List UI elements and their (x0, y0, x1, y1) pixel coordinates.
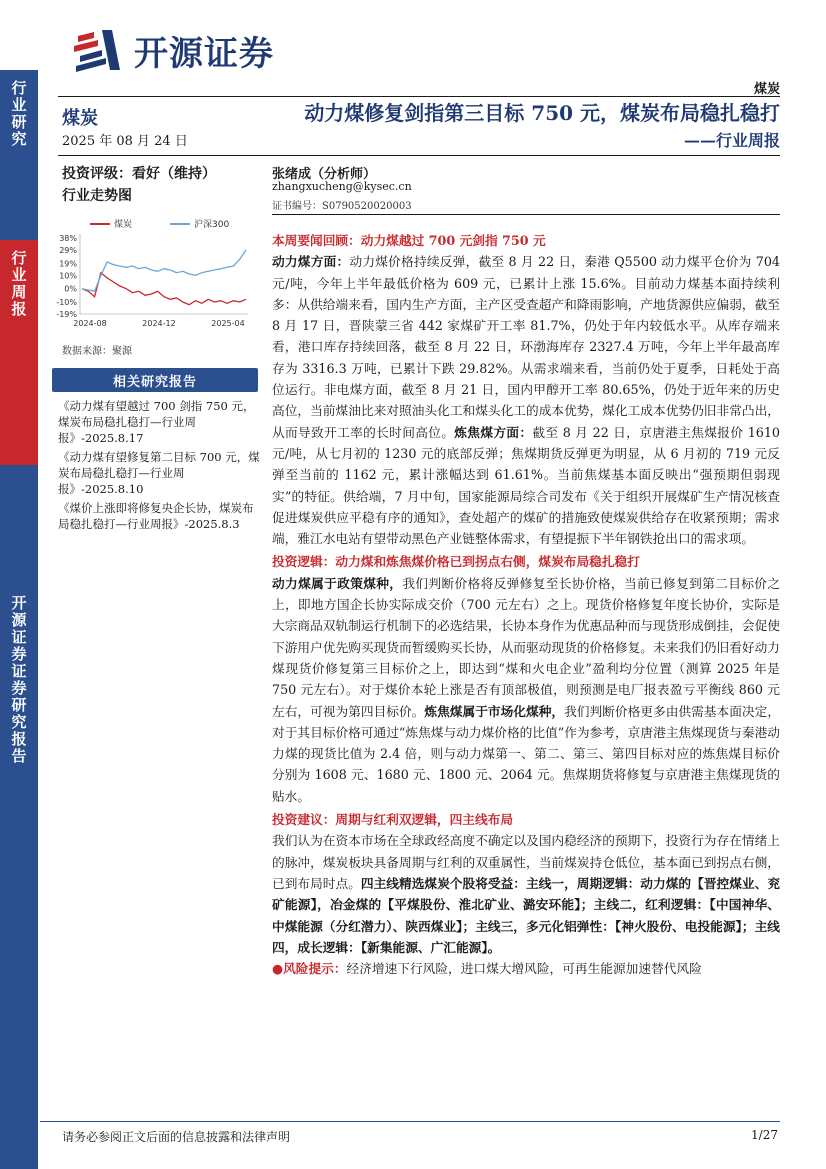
related-reports-heading: 相关研究报告 (52, 368, 258, 392)
section-title: 投资建议：周期与红利双逻辑，四主线布局 (272, 812, 514, 828)
y-tick-label: -19% (56, 310, 77, 319)
related-report-link[interactable]: 《动力煤有望修复第二目标 700 元，煤炭布局稳扎稳打—行业周报》-2025.8.10 (58, 450, 260, 496)
risk-text: 经济增速下行风险，进口煤大增风险，可再生能源加速替代风险 (346, 961, 702, 977)
related-reports-list (58, 398, 264, 535)
bullet-icon: ● (272, 961, 284, 977)
paragraph-text: 我们判断价格将反弹修复至长协价格，当前已修复到第二目标价之上，即地方国企长协实际成交价（700 元左右）之上。现货价格修复年度长协价，实际是大宗商品双轨制运行机制下的必选结果，长协本身作为优惠品种而与现货形成倒挂，会促使下游用户优先购买现货而暂缓购买长协，从而驱动现货的价格修复。未来我们仍旧看好动力煤现货价修复第三目标价之上，即达到“煤和火电企业”盈利均分位置（测算 2025 年是 750 元左右）。对于煤价本轮上涨是否有顶部极值，则预测是电厂报表盈亏平衡线 860 元左右，可视为第四目标价。 (272, 575, 781, 719)
series-line-csi300 (82, 250, 246, 291)
related-report-link[interactable]: 《煤价上涨即将修复央企长协，煤炭布局稳扎稳打—行业周报》-2025.8.3 (58, 501, 254, 531)
logo-mark-icon (72, 26, 126, 74)
x-tick-label: 2025-04 (211, 319, 245, 328)
analyst-cert: 证书编号：S0790520020003 (272, 201, 412, 212)
report-title: 动力煤修复剑指第三目标 750 元，煤炭布局稳扎稳打 (304, 101, 780, 125)
industry-trend-chart (50, 206, 255, 340)
x-tick-label: 2024-08 (73, 319, 107, 328)
analyst-divider (272, 214, 780, 215)
y-tick-label: 19% (59, 259, 77, 269)
trend-chart-title: 行业走势图 (62, 188, 132, 204)
y-tick-label: -10% (56, 298, 77, 307)
section-title: 本周要闻回顾：动力煤越过 700 元剑指 750 元 (272, 233, 546, 248)
sidebar-tag-research: 行业研究 (0, 70, 38, 240)
footer-disclaimer: 请务必参阅正文后面的信息披露和法律声明 (62, 1130, 291, 1144)
y-tick-label: 0% (64, 284, 77, 294)
y-tick-label: 38% (59, 234, 77, 243)
chart-source: 数据来源：聚源 (62, 346, 132, 357)
sidebar-tag-weekly: 行业周报 (0, 240, 38, 465)
paragraph-label: 动力煤方面： (272, 254, 350, 270)
legend-label: 沪深300 (194, 220, 230, 230)
series-line-coal (82, 273, 246, 305)
x-tick-label: 2024-12 (142, 319, 176, 328)
paragraph-text: 截至 8 月 22 日，京唐港主焦煤报价 1610 元/吨，从七月初的 1230 元的底部反弹；焦煤期货反弹更为明显，从 6 月初的 719 元反弹至当前的 1162 元，累计涨幅达到 61.61%。当前焦煤基本面反映出“强预期但弱现实”的特征。供给端，7 月中旬，国家能源局综合司发布《关于组织开展煤矿生产情况核查促进煤炭供应平稳有序的通知》，查处超产的煤矿的措施致使煤炭供给存在收紧预期；需求端，雅江水电站有望带动黑色产业链整体需求，有望提振下半年钢铁抢出口的需求项。 (272, 424, 781, 547)
analyst-email[interactable]: zhangxucheng@kysec.cn (272, 180, 412, 193)
paragraph-text: 我们认为在资本市场在全球政经高度不确定以及国内稳经济的预期下，投资行为存在情绪上的脉冲，煤炭板块具备周期与红利的双重属性，当前煤炭持仓低位，基本面已到拐点右侧，已到布局时点。 (272, 833, 780, 891)
section-title: 投资逻辑：动力煤和炼焦煤价格已到拐点右侧，煤炭布局稳扎稳打 (272, 554, 640, 570)
risk-note (272, 958, 780, 979)
sector-title: 煤炭 (62, 108, 98, 129)
paragraph-label: 炼焦煤属于市场化煤种， (424, 703, 565, 719)
report-subtitle: ——行业周报 (683, 131, 780, 150)
footer-divider (40, 1121, 780, 1122)
paragraph-label: 动力煤属于政策煤种， (272, 575, 403, 591)
sidebar-tag-report: 开源证券证券研究报告 (0, 465, 38, 1169)
y-tick-label: 29% (59, 246, 77, 255)
analyst-name: 张绪成（分析师） (272, 167, 377, 182)
related-report-link[interactable]: 《动力煤有望越过 700 剑指 750 元，煤炭布局稳扎稳打—行业周报》-2025.8.17 (58, 399, 255, 445)
report-body (272, 230, 780, 979)
paragraph (272, 573, 780, 807)
paragraph-label: 炼焦煤方面： (454, 424, 533, 440)
paragraph-text: 动力煤价格持续反弹，截至 8 月 22 日，秦港 Q5500 动力煤平仓价为 704 元/吨，今年上半年最低价格为 609 元，已累计上涨 15.6%。目前动力煤基本面持续利多：从供给端来看，国内生产方面，主产区受查超产和降雨影响，产地货源供应偏弱，截至 8 月 17 日，晋陕蒙三省 442 家煤矿开工率 81.7%，仍处于年内较低水平。从库存端来看，港口库存持续回落，截至 8 月 22 日，环渤海库存 2327.4 万吨，今年上半年最高库存为 3316.3 万吨，已累计下跌 29.82%。从需求端来看，当前仍处于夏季，日耗处于高位运行。非电煤方面，截至 8 月 21 日，国内甲醇开工率 80.65%，仍处于近年来的历史高位，当前煤油比来对照油头化工和煤头化工的成本优势，煤化工成本优势仍旧非常凸出，从而导致开工率的长时间高位。 (272, 254, 781, 440)
risk-label: 风险提示： (283, 961, 347, 977)
report-date: 2025 年 08 月 24 日 (62, 134, 188, 149)
paragraph (272, 830, 780, 958)
paragraph (272, 251, 780, 549)
header-divider-2 (58, 155, 780, 156)
y-tick-label: 10% (59, 271, 77, 281)
brand-logo (72, 26, 274, 74)
page-number: 1/27 (751, 1128, 778, 1142)
paragraph-bold-text: 四主线精选煤炭个股将受益：主线一，周期逻辑：动力煤的【晋控煤业、兖矿能源】，冶金煤的【平煤股份、淮北矿业、潞安环能】；主线二，红利逻辑：【中国神华、中煤能源（分红潜力）、陕西煤业】；主线三，多元化铝弹性：【神火股份、电投能源】；主线四，成长逻辑：【新集能源、广汇能源】。 (272, 875, 781, 955)
paragraph-text: 我们判断价格更多由供需基本面决定，对于其目标价格可通过“炼焦煤与动力煤价格的比值”作为参考，京唐港主焦煤现货与秦港动力煤的现货比值为 2.4 倍，则与动力煤第一、第二、第三、第四目标对应的炼焦煤目标价分别为 1608 元、1680 元、1800 元、2064 元。焦煤期货将修复与京唐港主焦煤现货的贴水。 (272, 703, 781, 804)
legend-label: 煤炭 (114, 220, 133, 230)
header-sector: 煤炭 (753, 82, 780, 97)
brand-name: 开源证券 (134, 33, 274, 74)
investment-rating: 投资评级：看好（维持） (62, 166, 216, 182)
